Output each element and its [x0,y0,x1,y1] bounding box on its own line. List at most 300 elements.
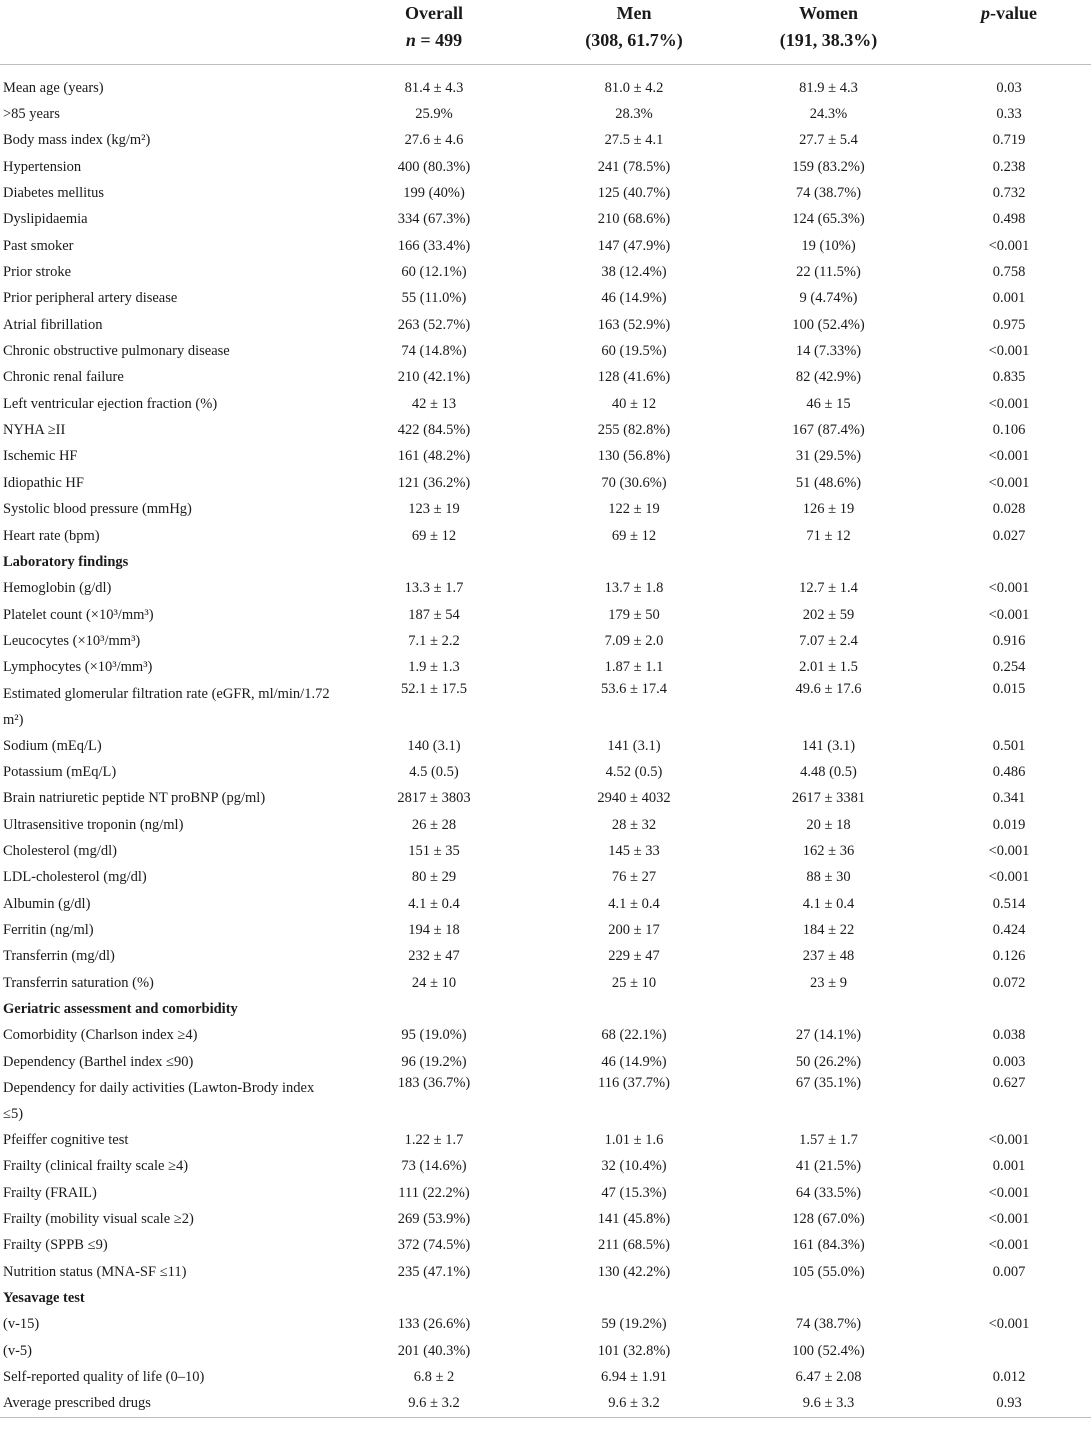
table-row [0,497,1091,523]
cell-p-value: 0.012 [992,1369,1026,1386]
cell-p-value: 0.424 [992,921,1026,938]
header-overall [330,0,538,65]
cell-women: 2617 ± 3381 [791,790,866,807]
table-row [0,1154,1091,1180]
cell-overall: 9.6 ± 3.2 [408,1395,460,1412]
cell-overall: 27.6 ± 4.6 [404,132,464,149]
cell-women: 105 (55.0%) [792,1263,865,1280]
cell-women: 46 ± 15 [806,395,851,412]
cell-overall: 1.9 ± 1.3 [408,659,460,676]
cell-men: 179 ± 50 [608,606,660,623]
cell-women: 41 (21.5%) [795,1158,862,1175]
cell-overall: 334 (67.3%) [397,211,471,228]
cell-overall: 372 (74.5%) [397,1237,471,1254]
cell-p-value: <0.001 [988,237,1030,254]
row-label: Lymphocytes (×10³/mm³) [3,659,153,676]
header-empty [0,0,330,65]
cell-overall [330,996,538,1022]
cell-men [538,996,730,1022]
row-label: Ischemic HF [3,448,78,465]
cell-women: 74 (38.7%) [795,185,862,202]
cell-men: 7.09 ± 2.0 [604,632,664,649]
cell-p-value: <0.001 [988,448,1030,465]
table-row [0,233,1091,259]
cell-women: 51 (48.6%) [795,474,862,491]
cell-p-value: <0.001 [988,395,1030,412]
section-row [0,549,1091,575]
cell-women: 124 (65.3%) [792,211,865,228]
cell-men: 9.6 ± 3.2 [608,1395,660,1412]
cell-p-value: 0.514 [992,895,1026,912]
table-row [0,1127,1091,1153]
cell-men: 116 (37.7%) [598,1075,670,1092]
cell-men: 200 ± 17 [608,921,660,938]
row-label: Left ventricular ejection fraction (%) [3,395,218,412]
cell-women: 4.1 ± 0.4 [802,895,855,912]
cell-overall: 81.4 ± 4.3 [404,79,464,96]
cell-overall: 183 (36.7%) [397,1075,471,1092]
table-row [0,1312,1091,1338]
cell-overall: 140 (3.1) [407,737,461,754]
cell-p-value: 0.001 [992,290,1026,307]
cell-overall: 235 (47.1%) [397,1263,471,1280]
cell-p-value: 0.254 [992,659,1026,676]
cell-p-value: 0.03 [996,79,1022,96]
row-label: Body mass index (kg/m²) [3,132,151,149]
table-row [0,891,1091,917]
row-label: Chronic obstructive pulmonary disease [3,343,230,360]
table-row [0,338,1091,364]
row-label: Hypertension [3,158,82,175]
cell-overall: 194 ± 18 [408,921,460,938]
header-n-symbol: n [405,30,416,50]
cell-women: 9.6 ± 3.3 [802,1395,855,1412]
row-label: Albumin (g/dl) [3,895,91,912]
cell-overall [330,1285,538,1311]
cell-overall: 55 (11.0%) [401,290,467,307]
cell-overall: 133 (26.6%) [397,1316,471,1333]
cell-overall: 4.5 (0.5) [409,763,459,780]
cell-women: 71 ± 12 [806,527,851,544]
cell-p-value: <0.001 [988,474,1030,491]
table-row [0,417,1091,443]
row-label: Ultrasensitive troponin (ng/ml) [3,816,184,833]
cell-overall: 13.3 ± 1.7 [404,580,464,597]
cell-men: 141 (3.1) [607,737,661,754]
row-label: Frailty (mobility visual scale ≥2) [3,1211,194,1228]
cell-men: 2940 ± 4032 [597,790,671,807]
cell-men: 6.94 ± 1.91 [601,1369,667,1386]
cell-women: 20 ± 18 [806,816,851,833]
header-n-value: = 499 [415,30,463,50]
cell-men: 27.5 ± 4.1 [604,132,664,149]
cell-overall: 111 (22.2%) [398,1184,470,1201]
cell-men: 1.87 ± 1.1 [604,659,664,676]
table-row [0,812,1091,838]
cell-overall: 42 ± 13 [411,395,457,412]
cell-men: 59 (19.2%) [601,1316,667,1333]
cell-overall: 80 ± 29 [411,869,457,886]
table-row [0,759,1091,785]
cell-p-value: 0.916 [992,632,1026,649]
table-row [0,101,1091,127]
cell-overall: 166 (33.4%) [397,237,471,254]
row-label: Hemoglobin (g/dl) [3,580,112,597]
cell-women: 162 ± 36 [802,842,855,859]
cell-p-value: 0.015 [992,680,1026,697]
cell-women: 167 (87.4%) [792,422,865,439]
row-label: Cholesterol (mg/dl) [3,842,117,859]
cell-overall: 4.1 ± 0.4 [408,895,460,912]
cell-men: 4.52 (0.5) [605,763,663,780]
cell-overall: 263 (52.7%) [397,316,471,333]
row-label: Pfeiffer cognitive test [3,1132,129,1149]
table-row [0,286,1091,312]
cell-p-value: 0.627 [992,1075,1026,1092]
cell-p-value: <0.001 [988,869,1030,886]
table-row [0,970,1091,996]
cell-men: 4.1 ± 0.4 [608,895,660,912]
cell-p-value: 0.126 [992,948,1026,965]
cell-p-value [927,549,1091,575]
cell-women: 14 (7.33%) [795,343,862,360]
cell-men: 53.6 ± 17.4 [601,680,667,697]
cell-overall: 121 (36.2%) [397,474,471,491]
row-label: Ferritin (ng/ml) [3,921,94,938]
row-label: Transferrin (mg/dl) [3,948,115,965]
cell-p-value: <0.001 [988,580,1030,597]
cell-overall: 69 ± 12 [411,527,457,544]
cell-overall: 25.9% [415,106,453,123]
cell-overall: 73 (14.6%) [401,1158,467,1175]
cell-men: 70 (30.6%) [601,474,667,491]
cell-women [730,1285,927,1311]
table-row [0,128,1091,154]
row-label: Diabetes mellitus [3,185,105,202]
row-label: Comorbidity (Charlson index ≥4) [3,1027,198,1044]
table-row [0,733,1091,759]
cell-overall: 26 ± 28 [411,816,457,833]
table-row [0,655,1091,681]
cell-men: 46 (14.9%) [601,290,667,307]
cell-p-value: 0.019 [992,816,1026,833]
cell-overall: 6.8 ± 2 [413,1369,455,1386]
cell-women: 81.9 ± 4.3 [799,79,858,96]
table-row [0,1338,1091,1364]
row-label: Transferrin saturation (%) [3,974,154,991]
cell-women: 161 (84.3%) [792,1237,865,1254]
cell-overall: 422 (84.5%) [397,422,471,439]
cell-men: 141 (45.8%) [597,1211,671,1228]
table-footer [0,1418,1091,1427]
header-overall-n [330,27,538,54]
cell-p-value: <0.001 [988,1184,1030,1201]
cell-women: 24.3% [809,106,848,123]
cell-p-value: 0.501 [992,737,1026,754]
cell-p-value: 0.106 [992,422,1026,439]
cell-women: 100 (52.4%) [792,316,865,333]
cell-p-value: <0.001 [988,1237,1030,1254]
header-pvalue [927,0,1091,65]
cell-men: 76 ± 27 [611,869,657,886]
cell-men: 28.3% [615,106,653,123]
row-label: Self-reported quality of life (0–10) [3,1369,205,1386]
cell-women: 1.57 ± 1.7 [799,1132,858,1149]
header-men-count: (308, 61.7%) [585,30,683,50]
row-label: Prior peripheral artery disease [3,290,178,307]
cell-men: 68 (22.1%) [601,1027,667,1044]
cell-p-value: <0.001 [988,1316,1030,1333]
cell-p-value: 0.732 [992,185,1026,202]
table-row [0,917,1091,943]
cell-women: 2.01 ± 1.5 [799,659,858,676]
table-row [0,576,1091,602]
row-label: Frailty (clinical frailty scale ≥4) [3,1158,189,1175]
cell-men: 101 (32.8%) [597,1342,671,1359]
row-label: NYHA ≥II [3,422,66,439]
row-label: Laboratory findings [3,553,129,570]
cell-overall [330,549,538,575]
cell-men: 60 (19.5%) [601,343,667,360]
cell-men: 13.7 ± 1.8 [604,580,664,597]
cell-women: 184 ± 22 [802,921,855,938]
cell-overall: 400 (80.3%) [397,158,471,175]
cell-women: 27.7 ± 5.4 [799,132,858,149]
row-label: Nutrition status (MNA-SF ≤11) [3,1263,187,1280]
table-row [0,1391,1091,1418]
cell-men: 40 ± 12 [611,395,657,412]
table-row [0,65,1091,102]
cell-women: 19 (10%) [801,237,856,254]
cell-men: 128 (41.6%) [597,369,671,386]
cell-overall: 74 (14.8%) [401,343,467,360]
row-label: Average prescribed drugs [3,1395,151,1412]
table-row [0,391,1091,417]
cell-p-value: <0.001 [988,1211,1030,1228]
cell-men: 130 (56.8%) [597,448,671,465]
table-row [0,154,1091,180]
cell-p-value [927,996,1091,1022]
cell-women: 6.47 ± 2.08 [795,1369,862,1386]
cell-women: 64 (33.5%) [795,1184,862,1201]
cell-p-value: 0.758 [992,264,1026,281]
cell-p-value: 0.007 [992,1263,1026,1280]
row-label: Systolic blood pressure (mmHg) [3,501,192,518]
cell-men: 122 ± 19 [608,501,660,518]
row-label: Estimated glomerular filtration rate (eGFR, ml/min/1.72 m²) [3,685,330,728]
cell-men: 229 ± 47 [608,948,660,965]
header-women [730,0,927,65]
cell-women: 141 (3.1) [801,737,856,754]
header-women-count: (191, 38.3%) [779,30,878,50]
table-row [0,865,1091,891]
cell-overall: 123 ± 19 [408,501,460,518]
cell-men: 81.0 ± 4.2 [604,79,664,96]
header-p-rest: -value [990,3,1037,23]
cell-overall: 210 (42.1%) [397,369,471,386]
cell-overall: 96 (19.2%) [401,1053,467,1070]
cell-p-value: 0.486 [992,763,1026,780]
cell-men: 69 ± 12 [611,527,657,544]
table-row [0,1259,1091,1285]
cell-women: 12.7 ± 1.4 [799,580,858,597]
row-label: Idiopathic HF [3,474,84,491]
cell-overall: 52.1 ± 17.5 [401,680,467,697]
cell-men: 46 (14.9%) [601,1053,667,1070]
cell-overall: 151 ± 35 [408,842,460,859]
table-row [0,365,1091,391]
cell-p-value [927,1285,1091,1311]
cell-p-value: <0.001 [988,343,1030,360]
row-label: Platelet count (×10³/mm³) [3,606,154,623]
cell-overall: 1.22 ± 1.7 [404,1132,464,1149]
cell-women: 82 (42.9%) [795,369,862,386]
cell-women: 67 (35.1%) [795,1075,862,1092]
header-men-title: Men [616,3,652,23]
cell-p-value: 0.001 [992,1158,1026,1175]
cell-men: 1.01 ± 1.6 [604,1132,664,1149]
cell-overall: 232 ± 47 [408,948,460,965]
cell-overall: 60 (12.1%) [401,264,467,281]
cell-p-value: 0.238 [992,158,1026,175]
table-row [0,444,1091,470]
cell-men: 255 (82.8%) [597,422,671,439]
cell-p-value: 0.975 [992,316,1026,333]
cell-men: 47 (15.3%) [601,1184,667,1201]
row-label: (v-15) [3,1316,40,1333]
cell-p-value: 0.498 [992,211,1026,228]
table-row [0,312,1091,338]
row-label: Heart rate (bpm) [3,527,100,544]
cell-p-value: 0.33 [996,106,1022,123]
header-women-title: Women [798,3,858,23]
cell-women: 23 ± 9 [810,974,847,991]
cell-overall: 161 (48.2%) [397,448,471,465]
cell-men: 211 (68.5%) [598,1237,670,1254]
cell-p-value: 0.93 [996,1395,1022,1412]
cell-women: 126 ± 19 [802,501,855,518]
cell-overall: 199 (40%) [403,185,465,202]
cell-men [538,549,730,575]
cell-men: 28 ± 32 [611,816,657,833]
cell-overall: 95 (19.0%) [401,1027,467,1044]
row-label: Chronic renal failure [3,369,124,386]
row-label: >85 years [3,106,60,123]
table-row [0,628,1091,654]
cell-women [730,996,927,1022]
cell-p-value: 0.341 [992,790,1026,807]
cell-men [538,1285,730,1311]
cell-overall: 24 ± 10 [411,974,457,991]
table-row [0,1364,1091,1390]
cell-women: 128 (67.0%) [792,1211,865,1228]
row-label: Prior stroke [3,264,72,281]
cell-p-value: <0.001 [988,842,1030,859]
cell-p-value: 0.027 [992,527,1026,544]
cell-women: 49.6 ± 17.6 [795,680,862,697]
cell-women: 237 ± 48 [802,948,855,965]
header-p-symbol: p [981,3,990,23]
row-label: (v-5) [3,1342,32,1359]
cell-women: 74 (38.7%) [795,1316,862,1333]
cell-women: 31 (29.5%) [795,448,862,465]
row-label: Sodium (mEq/L) [3,737,102,754]
row-label: Dyslipidaemia [3,211,88,228]
row-label: Mean age (years) [3,79,104,96]
table-row [0,470,1091,496]
row-label: Yesavage test [3,1290,85,1307]
cell-women: 7.07 ± 2.4 [799,632,858,649]
table-row [0,786,1091,812]
cell-p-value [927,1338,1091,1364]
cell-p-value: 0.072 [992,974,1026,991]
table-row [0,1233,1091,1259]
cell-p-value: <0.001 [988,1132,1030,1149]
cell-p-value: 0.835 [992,369,1026,386]
cell-men: 147 (47.9%) [597,237,671,254]
row-label: Geriatric assessment and comorbidity [3,1001,238,1018]
header-overall-title: Overall [405,3,463,23]
cell-women: 50 (26.2%) [795,1053,862,1070]
cell-p-value: 0.028 [992,501,1026,518]
cell-men: 125 (40.7%) [597,185,671,202]
cell-men: 25 ± 10 [611,974,657,991]
cell-p-value: 0.038 [992,1027,1026,1044]
cell-men: 130 (42.2%) [597,1263,671,1280]
row-label: Potassium (mEq/L) [3,763,117,780]
cell-overall: 2817 ± 3803 [397,790,471,807]
row-label: Frailty (SPPB ≤9) [3,1237,108,1254]
cell-women: 100 (52.4%) [792,1342,865,1359]
table-header [0,0,1091,65]
cell-overall: 269 (53.9%) [397,1211,471,1228]
row-label: Dependency for daily activities (Lawton-Brody index ≤5) [3,1080,315,1123]
cell-p-value: <0.001 [988,606,1030,623]
cell-overall: 187 ± 54 [408,606,460,623]
cell-women: 202 ± 59 [802,606,855,623]
cell-men: 210 (68.6%) [597,211,671,228]
row-label: Past smoker [3,237,74,254]
cell-women: 159 (83.2%) [792,158,865,175]
header-men [538,0,730,65]
cell-men: 32 (10.4%) [601,1158,667,1175]
table-row [0,681,1091,733]
cell-overall: 7.1 ± 2.2 [408,632,460,649]
table-body [0,65,1091,1418]
table-row [0,523,1091,549]
table-row [0,207,1091,233]
row-label: Dependency (Barthel index ≤90) [3,1053,194,1070]
cell-men: 38 (12.4%) [601,264,667,281]
cell-men: 241 (78.5%) [597,158,671,175]
row-label: Leucocytes (×10³/mm³) [3,632,141,649]
section-row [0,996,1091,1022]
row-label: Atrial fibrillation [3,316,103,333]
cell-p-value: 0.003 [992,1053,1026,1070]
cell-men: 145 ± 33 [608,842,660,859]
cell-p-value: 0.719 [992,132,1026,149]
row-label: Frailty (FRAIL) [3,1184,97,1201]
table-row [0,180,1091,206]
table-row [0,1206,1091,1232]
table-row [0,1049,1091,1075]
row-label: LDL-cholesterol (mg/dl) [3,869,147,886]
cell-women: 22 (11.5%) [796,264,861,281]
row-label: Brain natriuretic peptide NT proBNP (pg/ml) [3,790,266,807]
cell-women: 27 (14.1%) [795,1027,862,1044]
table-row [0,838,1091,864]
bottom-rule [0,1418,1091,1427]
